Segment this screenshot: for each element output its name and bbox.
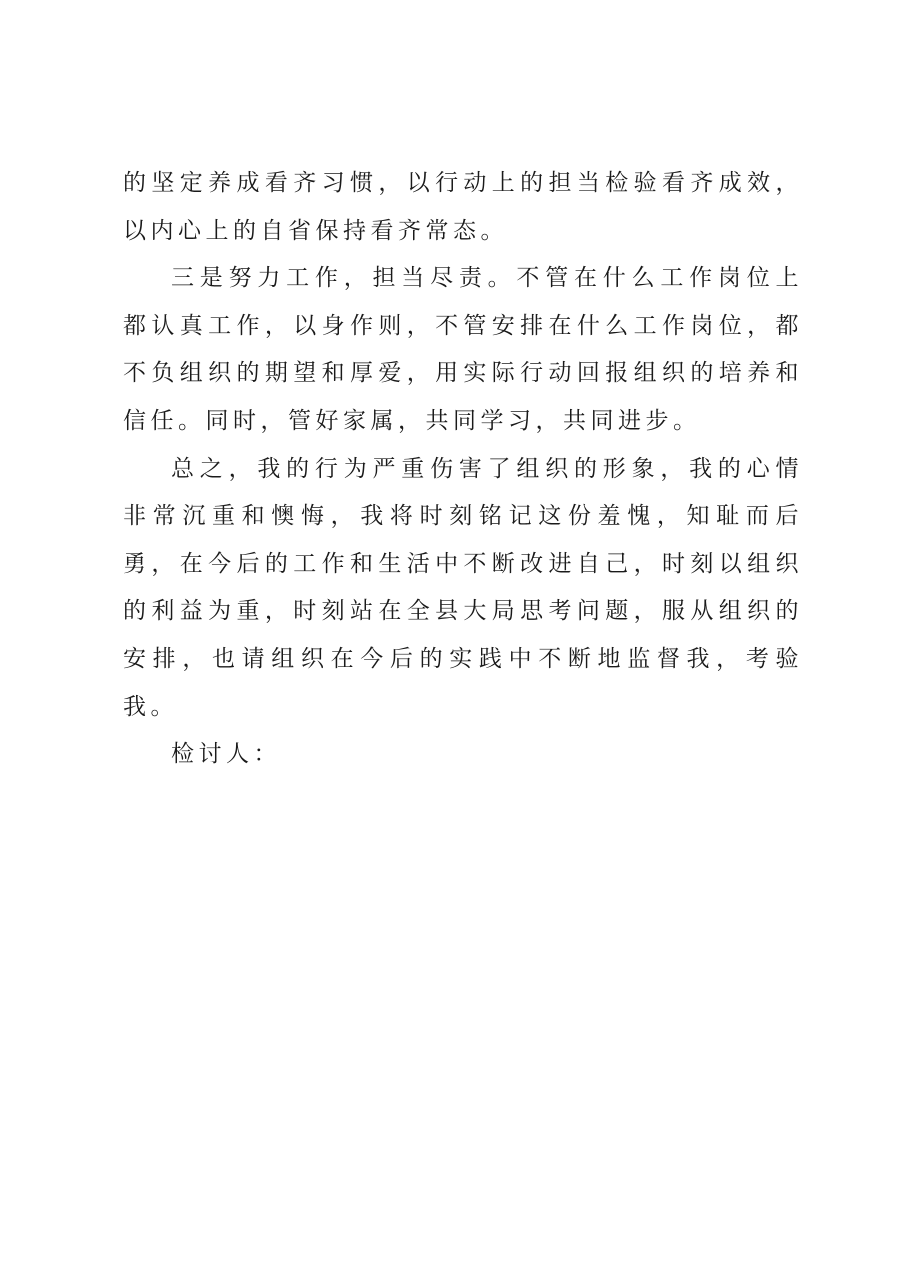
paragraph-work-commitment: 三是努力工作，担当尽责。不管在什么工作岗位上都认真工作，以身作则，不管安排在什么工作岗位，都不负组织的期望和厚爱，用实际行动回报组织的培养和信任。同时，管好家属，共同学习，共同进步。	[123, 265, 803, 434]
paragraph-conclusion: 总之，我的行为严重伤害了组织的形象，我的心情非常沉重和懊悔，我将时刻铭记这份羞愧，知耻而后勇，在今后的工作和生活中不断改进自己，时刻以组织的利益为重，时刻站在全县大局思考问题，服从组织的安排，也请组织在今后的实践中不断地监督我，考验我。	[123, 455, 803, 720]
paragraph-continuation: 的坚定养成看齐习惯，以行动上的担当检验看齐成效，以内心上的自省保持看齐常态。	[123, 170, 803, 244]
document-body	[123, 160, 803, 779]
signature-label: 检讨人：	[171, 741, 281, 768]
